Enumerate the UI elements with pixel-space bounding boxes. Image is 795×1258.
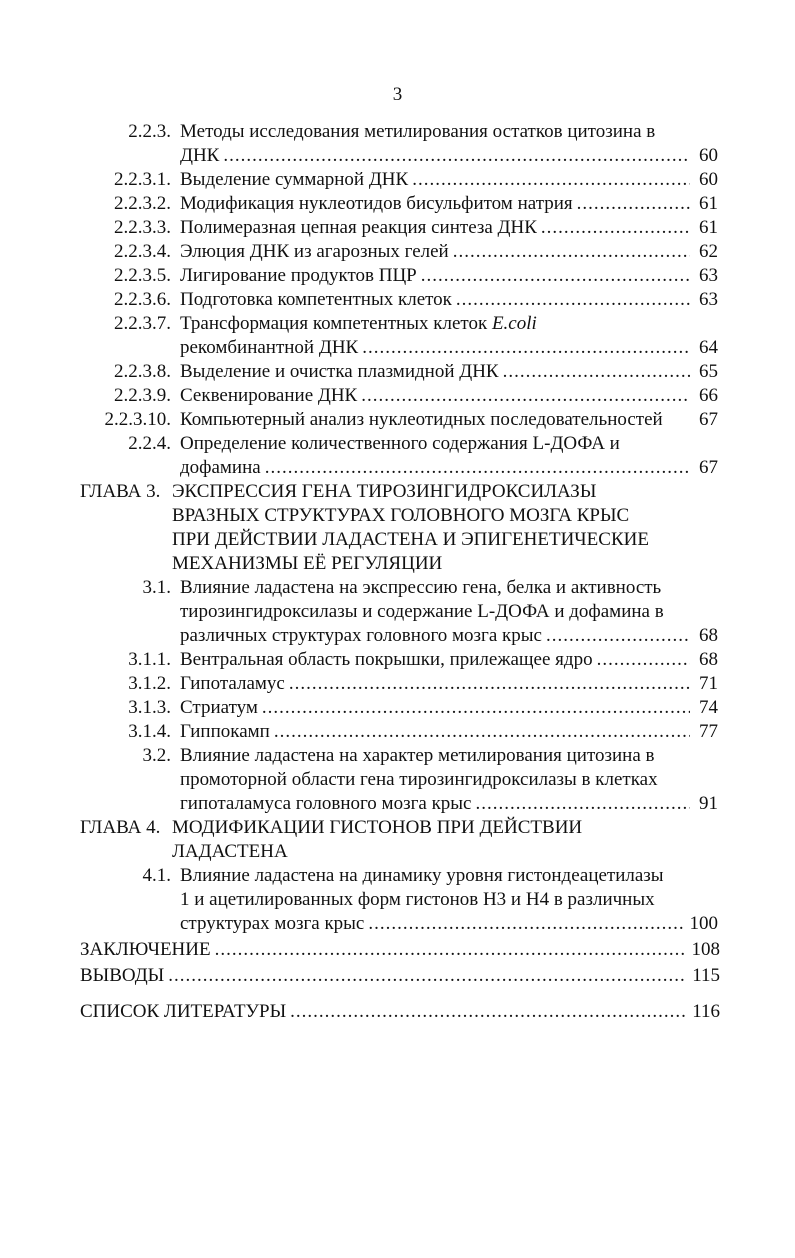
entry-title-line: Влияние ладастена на экспрессию гена, белка и активность xyxy=(180,577,662,598)
entry-title-line: гипоталамуса головного мозга крыс xyxy=(180,793,472,814)
section-number: 2.2.3.9. xyxy=(114,385,171,406)
page-reference: 65 xyxy=(699,361,718,382)
leader-dots xyxy=(289,672,690,696)
toc-chapter[interactable] xyxy=(0,816,795,864)
toc-entry[interactable] xyxy=(0,672,795,696)
toc-entry[interactable] xyxy=(0,576,795,648)
page-reference: 60 xyxy=(699,145,718,166)
entry-title-line: МЕХАНИЗМЫ ЕЁ РЕГУЛЯЦИИ xyxy=(172,553,443,574)
section-number: 2.2.3.1. xyxy=(114,169,171,190)
entry-title-line: рекомбинантной ДНК xyxy=(180,337,359,358)
entry-title-line: МОДИФИКАЦИИ ГИСТОНОВ ПРИ ДЕЙСТВИИ xyxy=(172,817,583,838)
toc-entry[interactable] xyxy=(0,288,795,312)
entry-title-line: Выделение и очистка плазмидной ДНК xyxy=(180,361,499,382)
entry-title-line: ДНК xyxy=(180,145,220,166)
toc-entry[interactable] xyxy=(0,216,795,240)
entry-title-line: структурах мозга крыс xyxy=(180,913,365,934)
entry-title-line: Гипоталамус xyxy=(180,673,285,694)
table-of-contents xyxy=(0,120,795,1024)
section-number: 2.2.3.2. xyxy=(114,193,171,214)
section-number: ГЛАВА 4. xyxy=(80,817,161,838)
leader-dots xyxy=(168,964,686,988)
page-reference: 62 xyxy=(699,241,718,262)
leader-dots xyxy=(290,1000,686,1024)
toc-entry[interactable] xyxy=(0,408,795,432)
entry-title-line: дофамина xyxy=(180,457,261,478)
page-reference: 67 xyxy=(699,457,718,478)
entry-title-line: ЛАДАСТЕНА xyxy=(172,841,288,862)
entry-title-line: Секвенирование ДНК xyxy=(180,385,358,406)
entry-title-line: ПРИ ДЕЙСТВИИ ЛАДАСТЕНА И ЭПИГЕНЕТИЧЕСКИЕ xyxy=(172,529,649,550)
entry-title-line: ЭКСПРЕССИЯ ГЕНА ТИРОЗИНГИДРОКСИЛАЗЫ xyxy=(172,481,597,502)
section-number: 3.1.1. xyxy=(128,649,171,670)
section-number: 2.2.3.6. xyxy=(114,289,171,310)
toc-chapter[interactable] xyxy=(0,480,795,576)
toc-entry[interactable] xyxy=(0,432,795,480)
page-reference: 71 xyxy=(699,673,718,694)
page-number: 3 xyxy=(392,84,403,105)
page-reference: 91 xyxy=(699,793,718,814)
toc-entry[interactable] xyxy=(0,312,795,360)
entry-title-line: ЗАКЛЮЧЕНИЕ xyxy=(80,939,211,960)
section-number: 2.2.3. xyxy=(128,121,171,142)
page-reference: 61 xyxy=(699,217,718,238)
section-number: 4.1. xyxy=(142,865,171,886)
entry-title-line: Методы исследования метилирования остатков цитозина в xyxy=(180,121,656,142)
entry-title-line: Вентральная область покрышки, прилежащее ядро xyxy=(180,649,593,670)
leader-dots xyxy=(541,216,690,240)
page-reference: 74 xyxy=(699,697,718,718)
page-reference: 60 xyxy=(699,169,718,190)
entry-title-line: Элюция ДНК из агарозных гелей xyxy=(180,241,449,262)
section-number: 3.1.4. xyxy=(128,721,171,742)
page-reference: 63 xyxy=(699,265,718,286)
entry-title-line: Гиппокамп xyxy=(180,721,270,742)
entry-title-line: ВЫВОДЫ xyxy=(80,965,165,986)
leader-dots xyxy=(476,792,691,816)
entry-title-line: Определение количественного содержания L-ДОФА и xyxy=(180,433,620,454)
page-reference: 61 xyxy=(699,193,718,214)
toc-entry[interactable] xyxy=(0,720,795,744)
section-number: 2.2.3.10. xyxy=(104,409,171,430)
toc-entry[interactable] xyxy=(0,360,795,384)
toc-entry[interactable] xyxy=(0,192,795,216)
leader-dots xyxy=(223,144,690,168)
entry-title-line: Стриатум xyxy=(180,697,258,718)
entry-title-line: промоторной области гена тирозингидроксилазы в клетках xyxy=(180,769,658,790)
leader-dots xyxy=(456,288,690,312)
toc-entry[interactable] xyxy=(0,696,795,720)
section-number: 3.1.2. xyxy=(128,673,171,694)
entry-title-line: Лигирование продуктов ПЦР xyxy=(180,265,417,286)
toc-entry[interactable] xyxy=(0,264,795,288)
page-reference: 67 xyxy=(699,409,718,430)
entry-title-line: Модификация нуклеотидов бисульфитом натрия xyxy=(180,193,573,214)
section-number: 2.2.3.4. xyxy=(114,241,171,262)
page-reference: 68 xyxy=(699,625,718,646)
section-number: 2.2.4. xyxy=(128,433,171,454)
leader-dots xyxy=(597,648,690,672)
entry-title-line: Выделение суммарной ДНК xyxy=(180,169,409,190)
entry-title-line: Влияние ладастена на динамику уровня гистондеацетилазы xyxy=(180,865,664,886)
section-number: 3.2. xyxy=(142,745,171,766)
toc-entry[interactable] xyxy=(0,864,795,936)
page-reference: 77 xyxy=(699,721,718,742)
toc-entry[interactable] xyxy=(0,648,795,672)
leader-dots xyxy=(362,336,690,360)
page-reference: 108 xyxy=(691,939,720,960)
toc-entry[interactable] xyxy=(0,240,795,264)
leader-dots xyxy=(546,624,690,648)
page-reference: 63 xyxy=(699,289,718,310)
leader-dots xyxy=(262,696,690,720)
leader-dots xyxy=(421,264,690,288)
entry-title-line: 1 и ацетилированных форм гистонов Н3 и Н4 в различных xyxy=(180,889,655,910)
toc-entry[interactable] xyxy=(0,1000,795,1024)
leader-dots xyxy=(215,938,686,962)
entry-title-line: Компьютерный анализ нуклеотидных последовательностей xyxy=(180,409,663,430)
leader-dots xyxy=(503,360,690,384)
section-number: 2.2.3.5. xyxy=(114,265,171,286)
toc-entry[interactable] xyxy=(0,384,795,408)
entry-title-line: различных структурах головного мозга крыс xyxy=(180,625,542,646)
toc-entry[interactable] xyxy=(0,168,795,192)
toc-entry[interactable] xyxy=(0,744,795,816)
leader-dots xyxy=(274,720,690,744)
leader-dots xyxy=(265,456,690,480)
section-number: 2.2.3.8. xyxy=(114,361,171,382)
leader-dots xyxy=(368,912,683,936)
leader-dots xyxy=(361,384,690,408)
leader-dots xyxy=(577,192,690,216)
entry-title-line: Влияние ладастена на характер метилирования цитозина в xyxy=(180,745,655,766)
section-number: 3.1.3. xyxy=(128,697,171,718)
page-reference: 115 xyxy=(692,965,720,986)
toc-entry[interactable] xyxy=(0,964,795,988)
section-number: 2.2.3.7. xyxy=(114,313,171,334)
italic-species-name: E.coli xyxy=(491,313,537,334)
entry-title-line: Подготовка компетентных клеток xyxy=(180,289,452,310)
page-reference: 66 xyxy=(699,385,718,406)
page-reference: 64 xyxy=(699,337,718,358)
entry-title-line: СПИСОК ЛИТЕРАТУРЫ xyxy=(80,1001,287,1022)
section-number: ГЛАВА 3. xyxy=(80,481,161,502)
entry-title-line: Полимеразная цепная реакция синтеза ДНК xyxy=(180,217,537,238)
page-reference: 68 xyxy=(699,649,718,670)
toc-entry[interactable] xyxy=(0,120,795,168)
page-reference: 100 xyxy=(689,913,718,934)
section-number: 2.2.3.3. xyxy=(114,217,171,238)
section-number: 3.1. xyxy=(142,577,171,598)
entry-title-line: тирозингидроксилазы и содержание L-ДОФА и дофамина в xyxy=(180,601,664,622)
leader-dots xyxy=(453,240,690,264)
page-reference: 116 xyxy=(692,1001,720,1022)
entry-title-line: ВРАЗНЫХ СТРУКТУРАХ ГОЛОВНОГО МОЗГА КРЫС xyxy=(172,505,630,526)
entry-title-line: Трансформация компетентных клеток xyxy=(180,313,492,334)
toc-entry[interactable] xyxy=(0,938,795,962)
leader-dots xyxy=(412,168,690,192)
